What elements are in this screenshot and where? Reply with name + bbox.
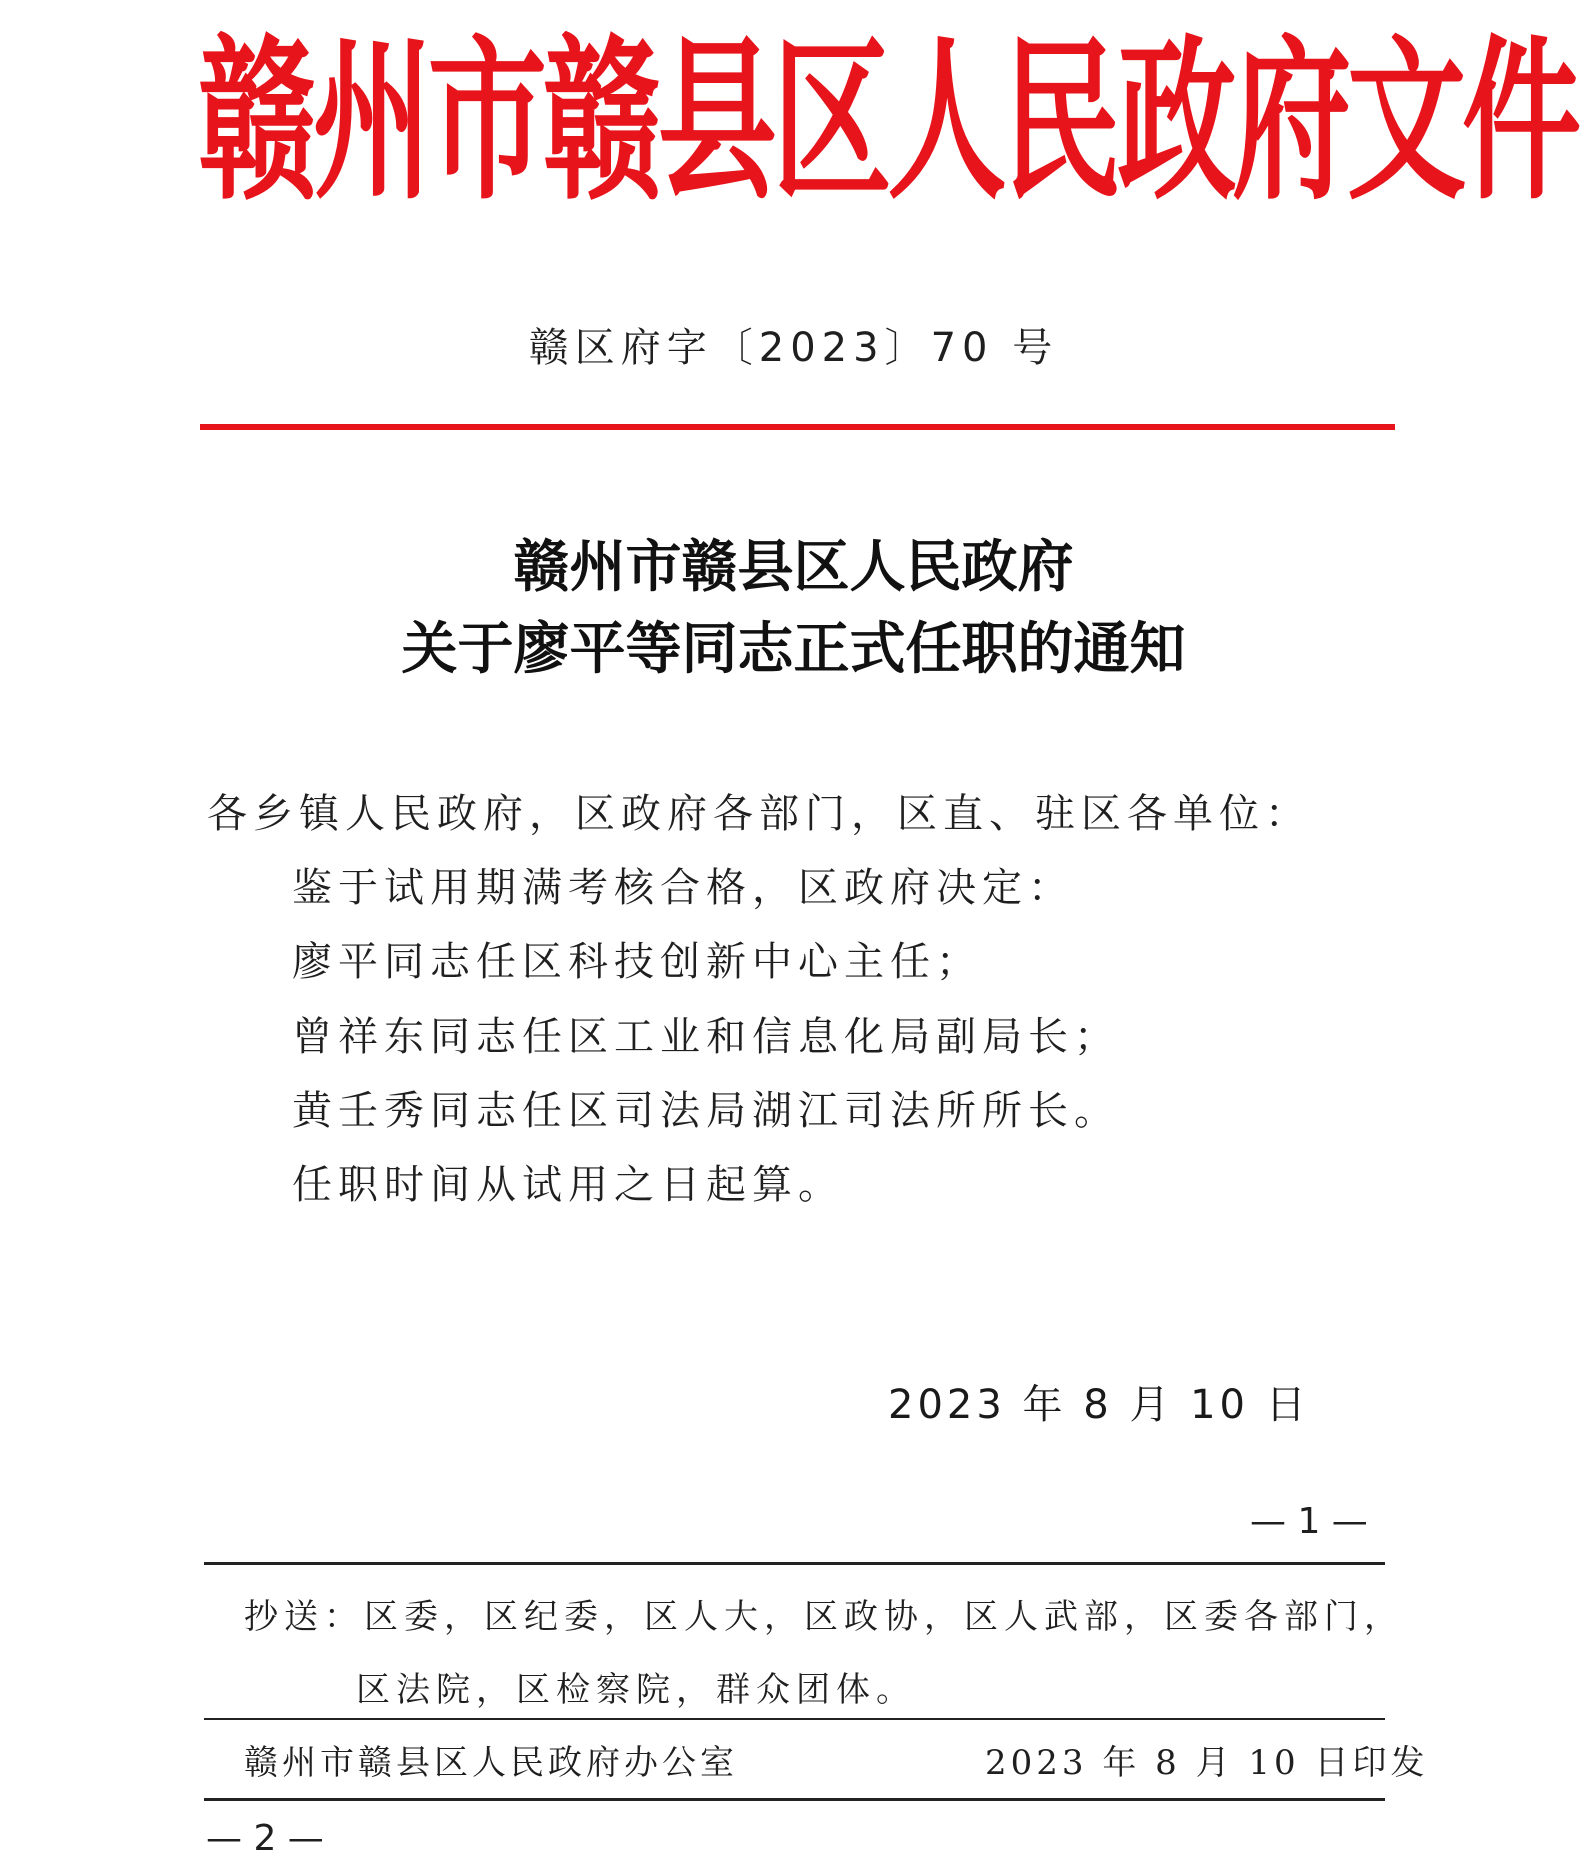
body-paragraph: 鉴于试用期满考核合格，区政府决定：	[292, 865, 1074, 911]
page-number-1: — 1 —	[1250, 1501, 1368, 1542]
footer-bottom-rule	[204, 1798, 1385, 1801]
salutation: 各乡镇人民政府，区政府各部门，区直、驻区各单位：	[207, 791, 1311, 837]
footer-top-rule	[204, 1562, 1385, 1565]
body-paragraph: 曾祥东同志任区工业和信息化局副局长；	[292, 1014, 1120, 1060]
cc-line-2: 区法院，区检察院，群众团体。	[356, 1670, 916, 1710]
body-paragraph: 廖平同志任区科技创新中心主任；	[292, 939, 982, 985]
notice-title-line1: 赣州市赣县区人民政府	[513, 534, 1074, 600]
notice-title-line2: 关于廖平等同志正式任职的通知	[401, 616, 1186, 682]
page-number-2: — 2 —	[206, 1818, 324, 1859]
document-number: 赣区府字〔2023〕70 号	[528, 325, 1059, 371]
issued-date: 2023 年 8 月 10 日印发	[985, 1743, 1429, 1783]
body-paragraph: 任职时间从试用之日起算。	[292, 1162, 844, 1208]
red-separator-line	[200, 424, 1395, 430]
masthead-title: 赣州市赣县区人民政府文件	[198, 19, 1578, 224]
cc-line-1: 抄送：区委，区纪委，区人大，区政协，区人武部，区委各部门，	[244, 1597, 1404, 1637]
issuer-office: 赣州市赣县区人民政府办公室	[244, 1743, 738, 1783]
footer-middle-rule	[204, 1718, 1385, 1720]
signature-date: 2023 年 8 月 10 日	[888, 1382, 1310, 1428]
body-paragraph: 黄壬秀同志任区司法局湖江司法所所长。	[292, 1088, 1120, 1134]
